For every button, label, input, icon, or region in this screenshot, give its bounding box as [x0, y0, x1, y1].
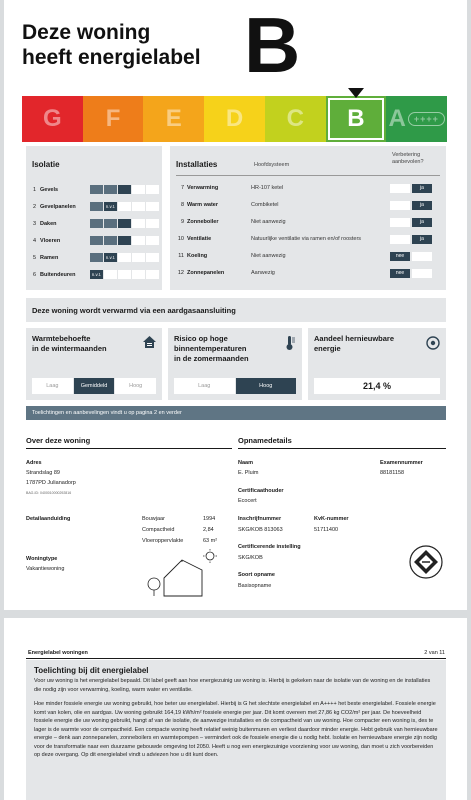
opp-label: Vloeroppervlakte: [142, 538, 184, 544]
adres-label: Adres: [26, 460, 42, 466]
page-title: [22, 20, 201, 70]
rating-cell: [132, 253, 145, 262]
warmte-scale: [32, 378, 156, 394]
house-illustration: [142, 548, 232, 605]
over-title: Over deze woning: [26, 436, 91, 445]
isolatie-row: [28, 235, 162, 247]
kvk-label: KvK-nummer: [314, 516, 349, 522]
isolatie-panel: [26, 146, 162, 290]
title-line-1: Deze woning: [22, 21, 151, 44]
improvement-badge: nee: [390, 252, 410, 261]
isolatie-row: [28, 201, 162, 213]
installatie-row: [176, 216, 440, 228]
rating-bars: [90, 236, 159, 245]
rating-cell: [104, 270, 117, 279]
improvement-empty: [390, 235, 410, 244]
rating-cell: [118, 236, 131, 245]
row-label: Daken: [40, 221, 57, 227]
row-number: 7: [180, 185, 184, 191]
risico-scale: [174, 378, 296, 394]
page2-header: Energielabel woningen: [28, 650, 88, 656]
rating-cell: [118, 185, 131, 194]
row-number: 12: [177, 270, 184, 276]
rating-cell: [132, 202, 145, 211]
row-value: Niet aanwezig: [251, 219, 286, 225]
row-label: Gevels: [40, 187, 59, 193]
scale-option: Hoog: [115, 378, 156, 394]
soort-label: Soort opname: [238, 572, 275, 578]
rating-cell: [132, 185, 145, 194]
row-number: 6: [32, 272, 36, 278]
opname-rule: [238, 448, 446, 449]
renewable-icon: [426, 336, 440, 353]
isolatie-row: [28, 184, 162, 196]
scale-segment-f: [83, 96, 144, 142]
rating-cell: [104, 219, 117, 228]
row-label: Ramen: [40, 255, 59, 261]
row-number: 5: [32, 255, 36, 261]
row-number: 11: [178, 253, 184, 259]
toelichting-para2: Hoe minder fossiele energie uw woning gebruikt, hoe beter uw energielabel. Hierbij is G het slechtste energielabel en A++++ het beste energielabel. Fossiele energie komt van kolen, olie en aardgas. Uw woning gebruikt 164,19 kWh/m² fossiele energie per jaar. Dit komt overeen met 27,86 kg CO2/m² per jaar. De hoeveelheid fossiele energie die uw woning gebruikt, hangt af van de isolatie, de aanwezige installaties en de compactheid van uw woning. Hoe compacter een woning is, des te lager is de warmte voor de compactheid. Een compacte woning heeft relatief weinig buitenmuren en verliest daardoor minder energie. Hebt gebruik van hernieuwbare energie – denk aan zonnepanelen, zonneboilers en warmtepompen – vermindert ook de fossiele energie die u nodig hebt. Isolatie en hernieuwbare energie zijn nodig voor de transformatie naar een duurzame gebouwde omgeving tot 2050. Heeft u nog een energiezuinige voorziening voor uw woning, dan moet u zich voorbereiden op deze overgang. Op dit energielabel vindt u adviezen hoe u dit kunt doen.: [34, 701, 438, 758]
scale-segment-g: [22, 96, 83, 142]
risico-title-1: Risico op hoge: [174, 334, 228, 343]
cert-value: Ecocert: [238, 498, 257, 504]
adres-line1: Strandslag 89: [26, 470, 60, 476]
scale-option: Gemiddeld: [74, 378, 115, 394]
over-rule: [26, 448, 232, 449]
row-label: Ventilatie: [187, 236, 212, 242]
rating-cell: [90, 202, 103, 211]
compact-value: 2,84: [203, 527, 214, 533]
improvement-empty: [390, 184, 410, 193]
naam-value: E. Pluim: [238, 470, 259, 476]
inst-label: Certificerende instelling: [238, 544, 301, 550]
bag-id: BAG-ID: 0400010000292816: [26, 491, 72, 495]
scale-letter: F: [105, 105, 121, 132]
row-number: 2: [32, 204, 36, 210]
inschr-value: SKG/KOB 813063: [238, 527, 283, 533]
toelichting-title: Toelichting bij dit energielabel: [34, 666, 149, 675]
improvement-badge: ja: [412, 201, 432, 210]
rating-cell: [146, 219, 159, 228]
row-label: Zonneboiler: [187, 219, 219, 225]
gas-banner: Deze woning wordt verwarmd via een aardgasaansluiting: [26, 298, 446, 322]
rating-bars: [90, 219, 159, 228]
row-number: 9: [180, 219, 184, 225]
scale-segment-e: [143, 96, 204, 142]
rating-cell: [118, 219, 131, 228]
divider: [176, 175, 440, 176]
risico-box: [168, 328, 302, 400]
hernieuwbaar-title-2: energie: [314, 344, 341, 353]
improvement-empty: [412, 269, 432, 278]
rating-cell: n.v.t.: [91, 272, 102, 277]
rating-cell: [146, 185, 159, 194]
row-value: Aanwezig: [251, 270, 275, 276]
house-icon: [143, 336, 156, 351]
page2-rule: [26, 658, 446, 659]
rating-cell: [132, 270, 145, 279]
hernieuwbaar-box: [308, 328, 446, 400]
energy-label-letter: B: [244, 1, 301, 89]
scale-letter: A: [388, 105, 406, 132]
rating-cell: [118, 202, 131, 211]
hoofdsysteem-header: Hoofdsysteem: [254, 162, 290, 168]
rating-cell: [146, 236, 159, 245]
info-bar: Toelichtingen en aanbevelingen vindt u op pagina 2 en verder: [26, 406, 446, 420]
hernieuwbaar-title-1: Aandeel hernieuwbare: [314, 334, 395, 343]
toelichting-box: [26, 660, 446, 800]
kvk-value: 51711400: [314, 527, 339, 533]
detail-label: Detailaanduiding: [26, 516, 71, 522]
risico-title-3: in de zomermaanden: [174, 354, 249, 363]
row-label: Gevelpanelen: [40, 204, 76, 210]
naam-label: Naam: [238, 460, 253, 466]
improvement-badge: nee: [390, 269, 410, 278]
improvement-empty: [390, 218, 410, 227]
improvement-badge: ja: [412, 235, 432, 244]
exam-label: Examennummer: [380, 460, 423, 466]
scale-segment-c: [265, 96, 326, 142]
row-label: Warm water: [187, 202, 218, 208]
scale-option: Laag: [32, 378, 73, 394]
improvement-empty: [390, 201, 410, 210]
row-label: Vloeren: [40, 238, 61, 244]
improvement-badge: ja: [412, 218, 432, 227]
opname-title: Opnamedetails: [238, 436, 292, 445]
rating-cell: [90, 236, 103, 245]
rating-cell: [118, 270, 131, 279]
hernieuwbaar-value: 21,4 %: [314, 378, 440, 394]
rating-cell: [132, 219, 145, 228]
inst-value: SKG/KOB: [238, 555, 263, 561]
toelichting-para1: Voor uw woning is het energielabel bepaald. Dit label geeft aan hoe energiezuinig uw woning is. Hierbij is gekeken naar de isolatie van de woning en de installaties die nodig zijn voor verwarming, koeling, warm water en ventilatie.: [34, 678, 431, 693]
row-label: Zonnepanelen: [187, 270, 225, 276]
exam-value: 88181158: [380, 470, 405, 476]
installatie-row: [176, 267, 440, 279]
verbetering-header: Verbetering aanbevolen?: [392, 152, 424, 165]
rating-cell: [104, 236, 117, 245]
inschr-label: Inschrijfnummer: [238, 516, 282, 522]
energy-scale: [22, 96, 447, 142]
certification-logo-icon: [408, 544, 444, 585]
installatie-row: [176, 182, 440, 194]
isolatie-row: [28, 218, 162, 230]
rating-cell: n.v.t.: [105, 255, 116, 260]
title-line-2: heeft energielabel: [22, 46, 201, 69]
installatie-row: [176, 233, 440, 245]
row-number: 3: [32, 221, 36, 227]
bouwjaar-label: Bouwjaar: [142, 516, 165, 522]
scale-segment-b: [326, 96, 387, 142]
scale-letter: C: [286, 105, 304, 132]
cert-label: Certificaathouder: [238, 488, 284, 494]
type-label: Woningtype: [26, 556, 58, 562]
scale-segment-d: [204, 96, 265, 142]
rating-cell: [104, 185, 117, 194]
active-marker-icon: [348, 88, 364, 98]
rating-cell: n.v.t.: [105, 204, 116, 209]
improvement-badge: ja: [412, 184, 432, 193]
row-value: Niet aanwezig: [251, 253, 286, 259]
improvement-empty: [412, 252, 432, 261]
row-value: HR-107 ketel: [251, 185, 284, 191]
scale-letter: B: [347, 105, 365, 132]
rating-bars: [90, 270, 159, 279]
warmte-title-2: in de wintermaanden: [32, 344, 107, 353]
row-number: 4: [32, 238, 36, 244]
isolatie-title: Isolatie: [32, 160, 60, 169]
warmtebehoefte-box: [26, 328, 162, 400]
rating-cell: [118, 253, 131, 262]
rating-bars: [90, 185, 159, 194]
rating-cell: [146, 270, 159, 279]
bouwjaar-value: 1994: [203, 516, 216, 522]
row-number: 10: [177, 236, 184, 242]
isolatie-row: [28, 252, 162, 264]
installaties-panel: [170, 146, 446, 290]
scale-option: Hoog: [236, 378, 297, 394]
rating-cell: [90, 219, 103, 228]
installatie-row: [176, 199, 440, 211]
scale-letter: E: [165, 105, 182, 132]
scale-segment-a: [386, 96, 447, 142]
scale-option: Laag: [174, 378, 235, 394]
rating-cell: [90, 253, 103, 262]
rating-bars: [90, 202, 159, 211]
row-number: 1: [32, 187, 36, 193]
type-value: Vakantiewoning: [26, 566, 65, 572]
rating-cell: [90, 185, 103, 194]
rating-cell: [146, 202, 159, 211]
rating-bars: [90, 253, 159, 262]
risico-title-2: binnentemperaturen: [174, 344, 247, 353]
scale-letter: G: [43, 105, 62, 132]
compact-label: Compactheid: [142, 527, 175, 533]
row-number: 8: [180, 202, 184, 208]
row-value: Combiketel: [251, 202, 279, 208]
scale-letter: D: [225, 105, 244, 132]
soort-value: Basisopname: [238, 583, 272, 589]
rating-cell: [146, 253, 159, 262]
page-number: 2 van 11: [424, 650, 445, 656]
aplus-badge: ++++: [408, 112, 445, 126]
row-value: Natuurlijke ventilatie via ramen en/of roosters: [251, 236, 362, 242]
isolatie-row: [28, 269, 162, 281]
row-label: Koeling: [187, 253, 208, 259]
row-label: Buitendeuren: [40, 272, 76, 278]
row-label: Verwarming: [187, 185, 219, 191]
adres-line2: 1787PD Julianadorp: [26, 480, 76, 486]
opp-value: 63 m²: [203, 538, 218, 544]
rating-cell: [132, 236, 145, 245]
installaties-title: Installaties: [176, 160, 218, 169]
warmte-title-1: Warmtebehoefte: [32, 334, 91, 343]
thermometer-icon: [284, 336, 296, 353]
installatie-row: [176, 250, 440, 262]
